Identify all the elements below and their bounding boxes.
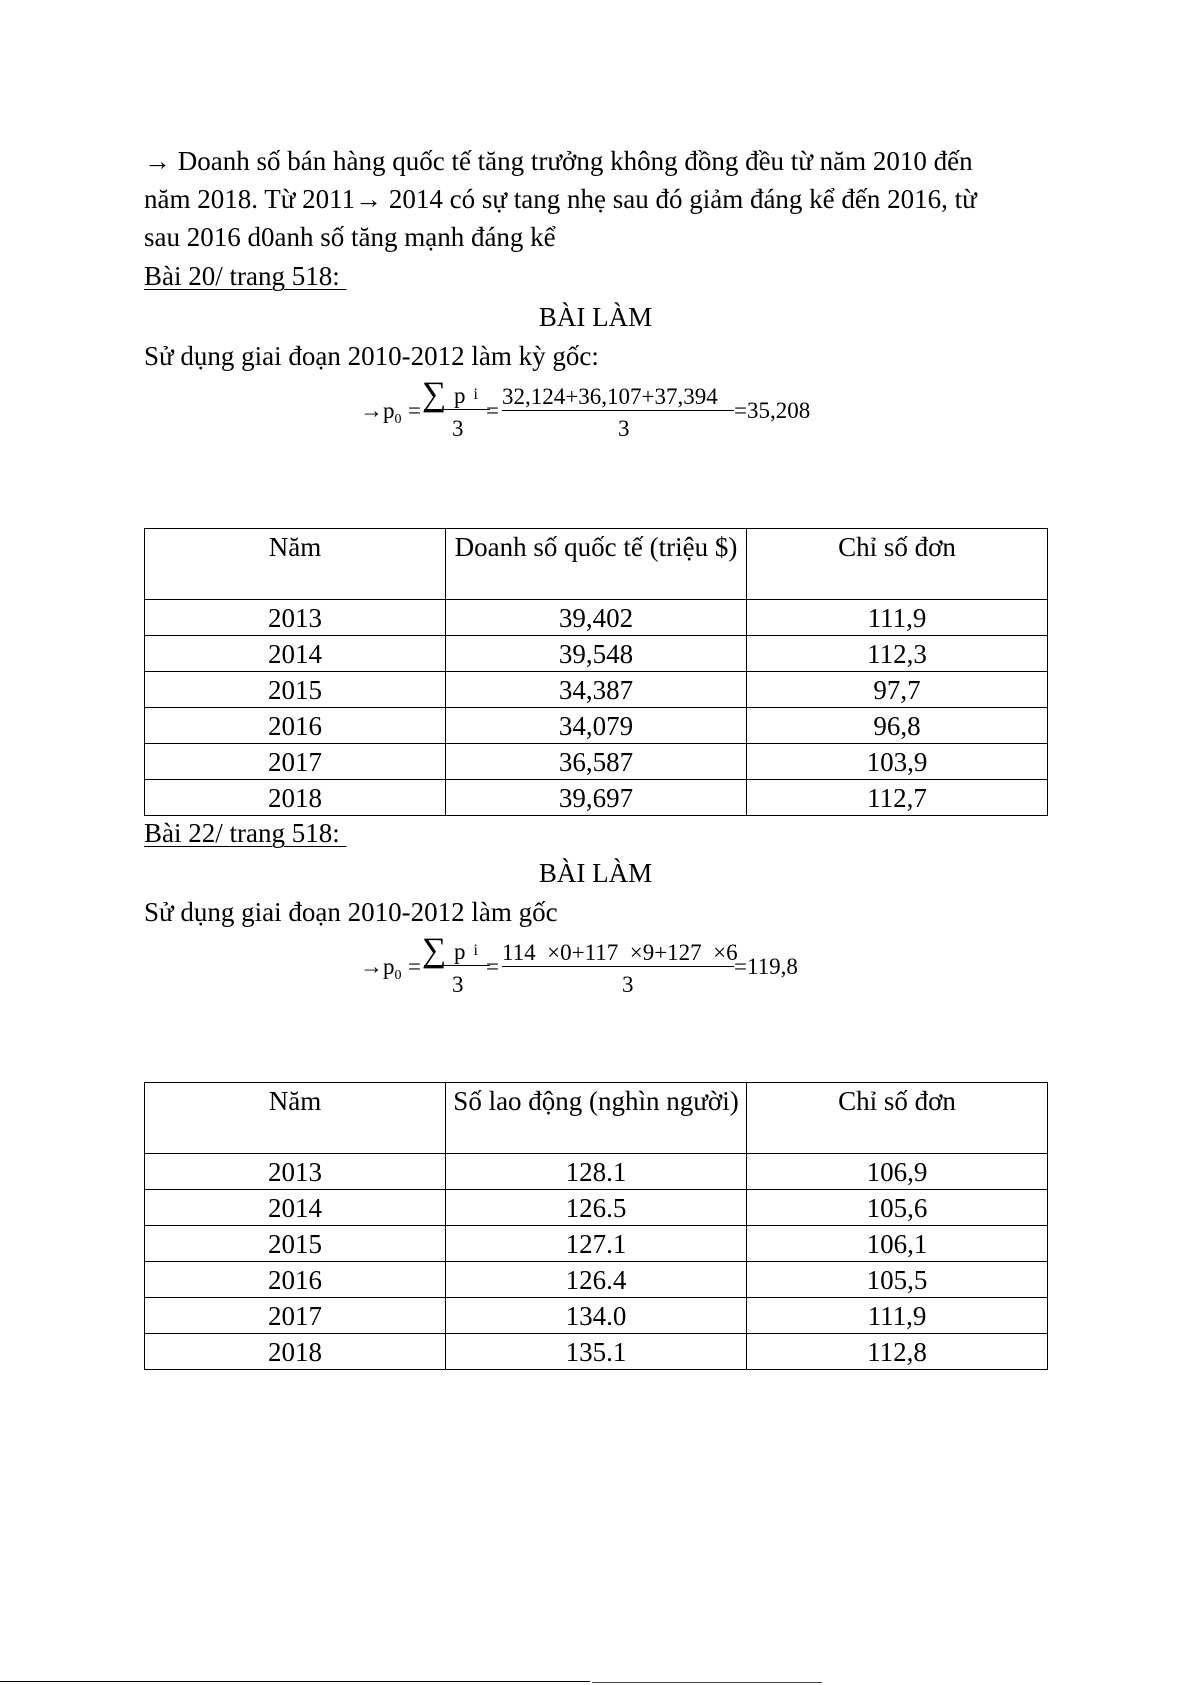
intro-line: sau 2016 d0anh số tăng mạnh đáng kể: [144, 222, 556, 252]
col-header-labor: Số lao động (nghìn người): [446, 1083, 747, 1154]
formula-result: =119,8: [734, 954, 798, 979]
fraction-bar: [502, 966, 734, 967]
formula-result: =35,208: [734, 398, 811, 423]
bai22-heading: Bài 22/ trang 518:: [144, 818, 347, 848]
cell-year: 2018: [145, 1334, 446, 1370]
table-header-row: [145, 529, 1048, 600]
page-bottom-rule: [592, 1682, 822, 1683]
cell-index: 105,5: [747, 1262, 1048, 1298]
bai22-table: [144, 1082, 1048, 1370]
table-row: [145, 672, 1048, 708]
bai20-formula: [360, 378, 830, 448]
cell-value: 36,587: [446, 744, 747, 780]
cell-value: 39,402: [446, 600, 747, 636]
cell-value: 128.1: [446, 1154, 747, 1190]
formula-equals: =: [408, 954, 421, 979]
cell-index: 111,9: [747, 600, 1048, 636]
table-row: [145, 780, 1048, 816]
formula-p: p i: [454, 939, 478, 964]
col-header-year: Năm: [145, 529, 446, 600]
cell-year: 2017: [145, 1298, 446, 1334]
table-row: [145, 600, 1048, 636]
formula-p: p i: [454, 383, 478, 408]
cell-value: 127.1: [446, 1226, 747, 1262]
fraction-bar: [502, 410, 734, 411]
formula-den: 3: [452, 972, 464, 997]
fraction-bar: [424, 409, 490, 410]
cell-year: 2017: [145, 744, 446, 780]
table-row: [145, 636, 1048, 672]
formula-equals: =: [486, 954, 499, 979]
cell-year: 2014: [145, 1190, 446, 1226]
sigma-symbol: ∑: [422, 932, 447, 969]
cell-index: 112,3: [747, 636, 1048, 672]
cell-index: 97,7: [747, 672, 1048, 708]
col-header-index: Chỉ số đơn: [747, 529, 1048, 600]
table-row: [145, 1334, 1048, 1370]
formula-numerator: 114 ×0+117 ×9+127 ×6: [502, 940, 738, 965]
cell-index: 96,8: [747, 708, 1048, 744]
table-row: [145, 1298, 1048, 1334]
table-row: [145, 744, 1048, 780]
cell-value: 34,079: [446, 708, 747, 744]
cell-index: 103,9: [747, 744, 1048, 780]
formula-numerator: 32,124+36,107+37,394: [502, 384, 718, 409]
cell-value: 39,548: [446, 636, 747, 672]
cell-year: 2015: [145, 1226, 446, 1262]
cell-year: 2016: [145, 1262, 446, 1298]
page-bottom-rule: [0, 1681, 590, 1682]
bai20-table: [144, 528, 1048, 816]
table-row: [145, 708, 1048, 744]
fraction-bar: [424, 965, 490, 966]
intro-line: năm 2018. Từ 2011→ 2014 có sự tang nhẹ sau đó giảm đáng kể đến 2016, từ: [144, 184, 977, 214]
cell-index: 106,1: [747, 1226, 1048, 1262]
cell-value: 135.1: [446, 1334, 747, 1370]
intro-line: → Doanh số bán hàng quốc tế tăng trưởng không đồng đều từ năm 2010 đến: [144, 146, 973, 176]
cell-year: 2016: [145, 708, 446, 744]
bai22-title: BÀI LÀM: [538, 858, 653, 888]
bai20-title: BÀI LÀM: [538, 302, 653, 332]
table-row: [145, 1226, 1048, 1262]
cell-index: 106,9: [747, 1154, 1048, 1190]
col-header-index: Chỉ số đơn: [747, 1083, 1048, 1154]
cell-year: 2014: [145, 636, 446, 672]
cell-year: 2015: [145, 672, 446, 708]
intro-paragraph: [144, 142, 1044, 256]
cell-index: 105,6: [747, 1190, 1048, 1226]
table-row: [145, 1190, 1048, 1226]
cell-value: 34,387: [446, 672, 747, 708]
cell-index: 112,8: [747, 1334, 1048, 1370]
col-header-sales: Doanh số quốc tế (triệu $): [446, 529, 747, 600]
cell-value: 126.5: [446, 1190, 747, 1226]
bai22-base-text: Sử dụng giai đoạn 2010-2012 làm gốc: [144, 897, 558, 927]
cell-index: 111,9: [747, 1298, 1048, 1334]
cell-value: 134.0: [446, 1298, 747, 1334]
sigma-symbol: ∑: [422, 376, 447, 413]
cell-index: 112,7: [747, 780, 1048, 816]
cell-year: 2013: [145, 600, 446, 636]
cell-year: 2018: [145, 780, 446, 816]
formula-equals: =: [408, 398, 421, 423]
formula-arrow-p: $\to p_0$: [360, 398, 402, 427]
cell-value: 126.4: [446, 1262, 747, 1298]
table-header-row: [145, 1083, 1048, 1154]
bai20-heading: Bài 20/ trang 518:: [144, 261, 347, 291]
table-row: [145, 1262, 1048, 1298]
bai22-formula: [360, 934, 830, 1004]
cell-value: 39,697: [446, 780, 747, 816]
formula-denominator: 3: [618, 416, 630, 441]
table-row: [145, 1154, 1048, 1190]
bai20-base-text: Sử dụng giai đoạn 2010-2012 làm kỳ gốc:: [144, 341, 599, 371]
formula-equals: =: [486, 398, 499, 423]
col-header-year: Năm: [145, 1083, 446, 1154]
cell-year: 2013: [145, 1154, 446, 1190]
formula-arrow-p: $\to p_0$: [360, 954, 402, 983]
formula-den: 3: [452, 416, 464, 441]
formula-denominator: 3: [622, 972, 634, 997]
